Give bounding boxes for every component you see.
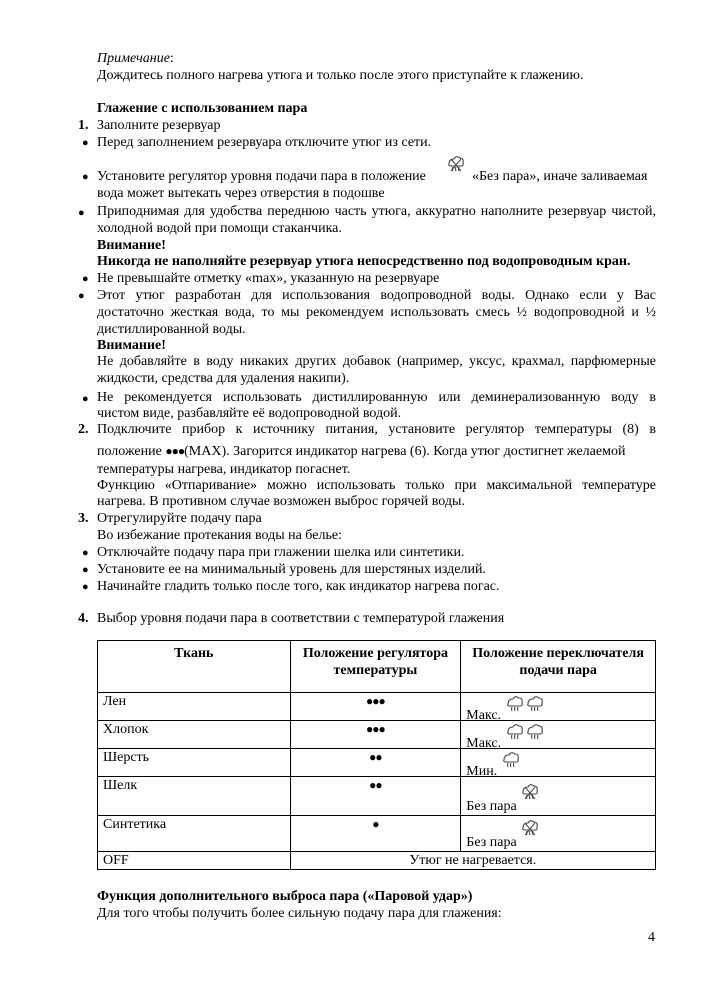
fabric-cell: OFF bbox=[98, 852, 291, 870]
fabric-cell: Лен bbox=[98, 693, 291, 721]
step1-bullet-e-3: дистиллированной воды. bbox=[97, 322, 246, 337]
max-dots-icon: ●●● bbox=[165, 444, 185, 458]
table-header-row bbox=[98, 641, 656, 693]
step4-number: 4. bbox=[78, 611, 89, 626]
step2-line2-rest: (MAX). Загорится индикатор нагрева (6). Когда утюг достигнет желаемой bbox=[184, 444, 626, 459]
step1-bullet-f-2: чистом виде, разбавляйте её водопроводной водой. bbox=[97, 406, 402, 421]
no-steam-icon bbox=[446, 154, 466, 174]
step3-bullet-b: Установите ее на минимальный уровень для шерстяных изделий. bbox=[97, 562, 486, 577]
step1-bullet-c-cont: холодной водой при помощи стаканчика. bbox=[97, 221, 342, 236]
steam-level: Без пара bbox=[466, 835, 517, 850]
step2-line2 bbox=[97, 443, 625, 460]
steam-level: Мин. bbox=[466, 764, 498, 779]
step2-line4: Функцию «Отпаривание» можно использовать только при максимальной температуре bbox=[97, 478, 656, 493]
step1-bullet-d: Не превышайте отметку «max», указанную на резервуаре bbox=[97, 271, 440, 286]
steam-icon bbox=[525, 693, 545, 713]
step2-line5: нагрева. В противном случае возможен выброс горячей воды. bbox=[97, 494, 465, 509]
note-label-line bbox=[97, 50, 174, 67]
bullet-icon: ● bbox=[78, 207, 85, 219]
steam-cell bbox=[461, 816, 656, 852]
steam-icon bbox=[505, 721, 525, 741]
fabric-cell: Шерсть bbox=[98, 749, 291, 777]
fabric-cell: Хлопок bbox=[98, 721, 291, 749]
step3-sub: Во избежание протекания воды на белье: bbox=[97, 528, 342, 543]
step1-bullet-e-1: Этот утюг разработан для использования водопроводной воды. Однако если у Вас bbox=[97, 288, 656, 303]
note-text: Дождитесь полного нагрева утюга и только после этого приступайте к глажению. bbox=[97, 68, 584, 83]
steam-icon bbox=[505, 693, 525, 713]
table-row bbox=[98, 693, 656, 721]
header-temperature: Положение регулятора температуры bbox=[290, 641, 461, 693]
step1-bullet-c: Приподнимая для удобства переднюю часть утюга, аккуратно наполните резервуар чистой, bbox=[97, 204, 656, 219]
step2-position-label: положение bbox=[97, 444, 162, 459]
fabric-cell: Шелк bbox=[98, 777, 291, 816]
temp-cell: ●●● bbox=[290, 721, 461, 749]
steam-icon bbox=[525, 721, 545, 741]
bullet-icon: ● bbox=[82, 273, 89, 285]
fabric-cell: Синтетика bbox=[98, 816, 291, 852]
attention1-label: Внимание! bbox=[97, 238, 166, 253]
step3-bullet-a: Отключайте подачу пара при глажении шелка или синтетики. bbox=[97, 545, 465, 560]
note-colon: : bbox=[169, 51, 174, 66]
bullet-icon: ● bbox=[82, 137, 89, 149]
steam-cell bbox=[461, 721, 656, 749]
table-row bbox=[98, 777, 656, 816]
steam-heading: Глажение с использованием пара bbox=[97, 101, 308, 116]
temp-cell: ●● bbox=[290, 777, 461, 816]
note-label: Примечание bbox=[97, 51, 170, 66]
step4-title: Выбор уровня подачи пара в соответствии с температурой глажения bbox=[97, 611, 505, 626]
steam-cell bbox=[461, 693, 656, 721]
no-steam-icon bbox=[520, 782, 540, 802]
steam-icon bbox=[501, 749, 521, 769]
step2-line1: Подключите прибор к источнику питания, установите регулятор температуры (8) в bbox=[97, 422, 656, 437]
step1-bullet-e-2: достаточно жесткая вода, то мы рекомендуем использовать смесь ½ водопроводной и ½ bbox=[97, 305, 656, 320]
bullet-icon: ● bbox=[82, 581, 89, 593]
burst-heading: Функция дополнительного выброса пара («Паровой удар») bbox=[97, 889, 473, 904]
step1-title: Заполните резервуар bbox=[97, 118, 221, 133]
step2-line3: температуры нагрева, индикатор погаснет. bbox=[97, 462, 351, 477]
step2-number: 2. bbox=[78, 422, 89, 437]
attention2-label: Внимание! bbox=[97, 338, 166, 353]
step1-number: 1. bbox=[78, 118, 89, 133]
header-fabric: Ткань bbox=[98, 641, 291, 693]
bullet-icon: ● bbox=[82, 547, 89, 559]
temp-cell: ●● bbox=[290, 749, 461, 777]
burst-text: Для того чтобы получить более сильную подачу пара для глажения: bbox=[97, 906, 502, 921]
step1-bullet-b-cont: вода может вытекать через отверстия в подошве bbox=[97, 186, 385, 201]
temp-cell: ●●● bbox=[290, 693, 461, 721]
temp-cell: ● bbox=[290, 816, 461, 852]
table-row bbox=[98, 721, 656, 749]
off-note-cell: Утюг не нагревается. bbox=[290, 852, 655, 870]
bullet-icon: ● bbox=[82, 393, 89, 405]
step1-bullet-f-1: Не рекомендуется использовать дистиллированную или деминерализованную воду в bbox=[97, 390, 656, 405]
steam-cell bbox=[461, 749, 656, 777]
bullet-icon: ● bbox=[82, 171, 89, 183]
header-steam: Положение переключателя подачи пара bbox=[461, 641, 656, 693]
table-row bbox=[98, 749, 656, 777]
bullet-icon: ● bbox=[82, 564, 89, 576]
attention2-text-1: Не добавляйте в воду никаких других добавок (например, уксус, крахмал, парфюмерные bbox=[97, 354, 656, 369]
step3-bullet-c: Начинайте гладить только после того, как индикатор нагрева погас. bbox=[97, 579, 500, 594]
steam-level: Без пара bbox=[466, 799, 517, 814]
step1-bullet-a: Перед заполнением резервуара отключите утюг из сети. bbox=[97, 135, 432, 150]
step3-number: 3. bbox=[78, 511, 89, 526]
no-steam-icon bbox=[520, 818, 540, 838]
steam-level: Макс. bbox=[466, 736, 502, 751]
table-row-off bbox=[98, 852, 656, 870]
table-row bbox=[98, 816, 656, 852]
step1-bullet-b-start: Установите регулятор уровня подачи пара в положение bbox=[97, 169, 426, 184]
attention2-text-2: жидкости, средства для удаления накипи). bbox=[97, 371, 350, 386]
steam-level: Макс. bbox=[466, 708, 502, 723]
attention1-text: Никогда не наполняйте резервуар утюга непосредственно под водопроводным кран. bbox=[97, 254, 631, 269]
bullet-icon: ● bbox=[78, 290, 85, 302]
steam-cell bbox=[461, 777, 656, 816]
step1-bullet-b-end: «Без пара», иначе заливаемая bbox=[472, 169, 648, 184]
step3-title: Отрегулируйте подачу пара bbox=[97, 511, 262, 526]
steam-settings-table bbox=[97, 640, 656, 870]
page-number: 4 bbox=[648, 930, 655, 945]
